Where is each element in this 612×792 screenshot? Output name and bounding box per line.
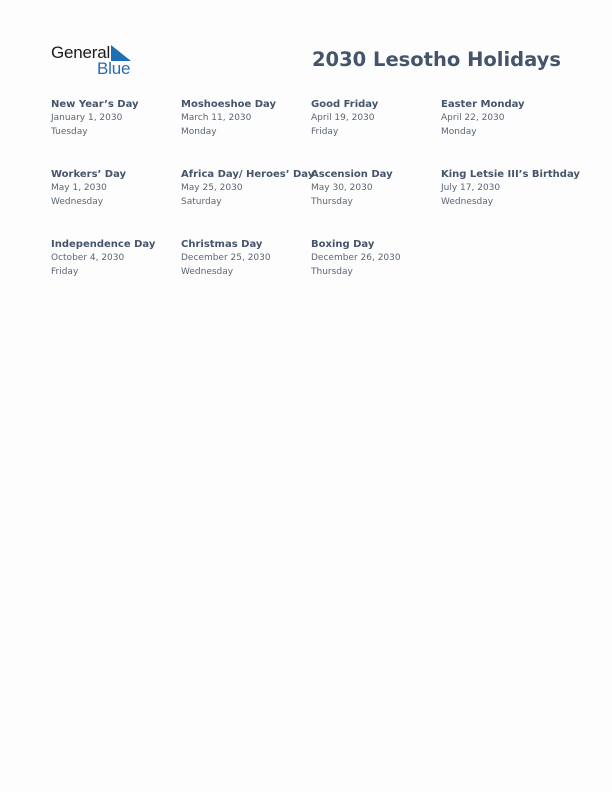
holiday-item (181, 98, 311, 168)
holiday-item (181, 238, 311, 308)
holiday-weekday: Thursday (311, 197, 353, 207)
holiday-item (51, 238, 181, 308)
holiday-item (181, 168, 315, 238)
holiday-row (51, 168, 580, 238)
holiday-date: April 19, 2030 (311, 113, 375, 123)
holiday-weekday: Monday (441, 127, 477, 137)
holiday-weekday: Thursday (311, 267, 353, 277)
holiday-grid (51, 98, 580, 308)
holiday-name: King Letsie III’s Birthday (441, 169, 580, 180)
holiday-name: Good Friday (311, 99, 379, 110)
holiday-name: Moshoeshoe Day (181, 99, 277, 110)
holiday-item (441, 168, 580, 238)
holiday-weekday: Friday (51, 267, 79, 277)
holiday-date: December 26, 2030 (311, 253, 401, 263)
holiday-date: April 22, 2030 (441, 113, 505, 123)
holiday-date: May 1, 2030 (51, 183, 107, 193)
holiday-date: January 1, 2030 (51, 113, 123, 123)
holiday-weekday: Tuesday (51, 127, 88, 137)
holiday-weekday: Wednesday (181, 267, 234, 277)
holiday-weekday: Wednesday (51, 197, 104, 207)
holiday-row (51, 98, 576, 168)
holiday-weekday: Wednesday (441, 197, 494, 207)
holiday-date: October 4, 2030 (51, 253, 125, 263)
holiday-name: Christmas Day (181, 239, 263, 250)
holiday-item (441, 98, 571, 168)
holiday-name: Africa Day/ Heroes’ Day (181, 169, 315, 180)
holiday-date: May 25, 2030 (181, 183, 243, 193)
holiday-name: Boxing Day (311, 239, 375, 250)
holiday-weekday: Saturday (181, 197, 222, 207)
holiday-date: March 11, 2030 (181, 113, 252, 123)
holiday-item (311, 238, 441, 308)
holiday-item (51, 98, 181, 168)
holiday-name: Workers’ Day (51, 169, 127, 180)
holiday-item (311, 168, 441, 238)
holiday-date: December 25, 2030 (181, 253, 271, 263)
holiday-item (51, 168, 181, 238)
logo-word-blue: Blue (97, 59, 131, 78)
holiday-row (51, 238, 576, 308)
page-title: 2030 Lesotho Holidays (311, 48, 561, 71)
holiday-date: July 17, 2030 (441, 183, 501, 193)
logo (51, 43, 141, 79)
holiday-name: Ascension Day (311, 169, 393, 180)
holiday-name: Easter Monday (441, 99, 525, 110)
holiday-name: New Year’s Day (51, 99, 139, 110)
holiday-weekday: Friday (311, 127, 339, 137)
holiday-item (311, 98, 441, 168)
holiday-date: May 30, 2030 (311, 183, 373, 193)
logo-word-general: General (51, 43, 111, 62)
holiday-name: Independence Day (51, 239, 156, 250)
holiday-weekday: Monday (181, 127, 217, 137)
